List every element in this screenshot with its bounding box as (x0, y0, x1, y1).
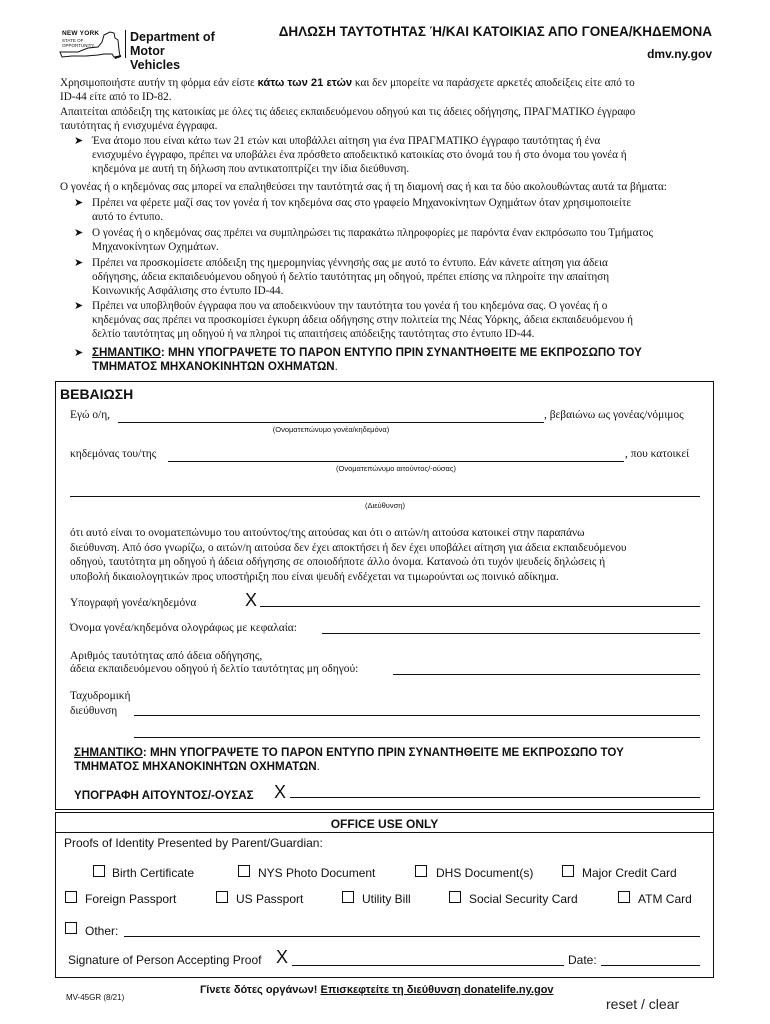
parent-signature-label: Υπογραφή γονέα/κηδεμόνα (70, 597, 197, 609)
b4-line-1: Πρέπει να προσκομίσετε απόδειξη της ημερομηνίας γέννησής σας με αυτό το έντυπο. Εάν κάνετε αίτηση για άδεια (92, 257, 608, 269)
important-label: ΣΗΜΑΝΤΙΚΟ (74, 746, 143, 759)
important-line-2: ΤΜΗΜΑΤΟΣ ΜΗΧΑΝΟΚΙΝΗΤΩΝ ΟΧΗΜΑΤΩΝ (92, 360, 335, 373)
instructions-paragraph-1 (60, 76, 720, 104)
important-line-1: : ΜΗΝ ΥΠΟΓΡΑΨΕΤΕ ΤΟ ΠΑΡΟΝ ΕΝΤΥΠΟ ΠΡΙΝ ΣΥΝΑΝΤΗΘΕΙΤΕ ΜΕ ΕΚΠΡΟΣΩΠΟ ΤΟΥ (160, 346, 642, 359)
reset-clear-button[interactable]: reset / clear (606, 996, 680, 1012)
checkbox-us-passport[interactable] (216, 891, 228, 903)
important-label: ΣΗΜΑΝΤΙΚΟ (92, 346, 161, 359)
p1-text-a: Χρησιμοποιήστε αυτήν τη φόρμα εάν είστε (60, 77, 258, 89)
bullet-4 (92, 256, 609, 298)
applicant-signature-field[interactable] (290, 797, 700, 798)
caption-applicant-name: (Ονοματεπώνυμο αιτούντος/-ούσας) (335, 464, 457, 473)
certification-statement (70, 526, 702, 584)
id-number-field[interactable] (393, 674, 700, 675)
bullet-icon: ➤ (74, 197, 84, 209)
ny-state-name: NEW YORK (62, 30, 100, 37)
sig-person-label: Signature of Person Accepting Proof (68, 953, 262, 967)
label-atm-card: ATM Card (638, 892, 692, 906)
print-name-field[interactable] (322, 633, 700, 634)
checkbox-nys-photo-document[interactable] (238, 865, 250, 877)
bullet-5 (92, 299, 633, 341)
p2-line-2: ταυτότητας ή ενισχυμένα έγγραφα. (60, 120, 218, 132)
bullet-icon: ➤ (74, 347, 84, 359)
b4-line-3: Κοινωνικής Ασφάλισης στο έντυπο ID-44. (92, 285, 284, 297)
checkbox-other[interactable] (65, 922, 77, 934)
date-field[interactable] (601, 965, 700, 966)
proofs-label: Proofs of Identity Presented by Parent/Guardian: (64, 836, 323, 850)
office-x-mark: X (276, 947, 289, 967)
b5-line-1: Πρέπει να υποβληθούν έγγραφα που να αποδεικνύουν την ταυτότητα του γονέα ή του κηδεμόνα σας. Ο γονέας ή ο (92, 300, 608, 312)
mailing-address-label-2: διεύθυνση (70, 705, 118, 717)
department-name: Department of Motor Vehicles (130, 30, 215, 72)
parent-name-field[interactable] (118, 422, 544, 423)
label-birth-certificate: Birth Certificate (112, 866, 195, 880)
checkbox-birth-certificate[interactable] (93, 865, 105, 877)
guardian-suffix: , που κατοικεί (625, 448, 690, 460)
applicant-x-mark: X (274, 782, 287, 802)
important-line-2: ΤΜΗΜΑΤΟΣ ΜΗΧΑΝΟΚΙΝΗΤΩΝ ΟΧΗΜΑΤΩΝ (74, 760, 317, 773)
p2-line-1: Απαιτείται απόδειξη της κατοικίας με όλες τις άδειες εκπαιδευόμενου οδηγού και τις άδειες οδήγησης, ΠΡΑΓΜΑΤΙΚΟ έγγραφο (60, 106, 636, 118)
website-link[interactable]: dmv.ny.gov (647, 47, 712, 61)
other-field[interactable] (124, 936, 700, 937)
instructions-paragraph-2 (60, 105, 720, 133)
stmt-line-3: οδηγού, ταυτότητα μη οδηγού ή άδεια οδήγησης σε οποιοδήποτε άλλο όνομα. Κατανοώ ότι τυχόν ψευδείς δηλώσεις ή (70, 556, 606, 568)
logo-divider (125, 30, 126, 58)
bullet-icon: ➤ (74, 227, 84, 239)
stmt-line-1: ότι αυτό είναι το ονοματεπώνυμο του αιτούντος/της αιτούσας και ότι ο αιτών/η αιτούσα κατοικεί στην παραπάνω (70, 527, 585, 539)
checkbox-utility-bill[interactable] (342, 891, 354, 903)
label-dhs-documents: DHS Document(s) (436, 866, 534, 880)
print-name-label: Όνομα γονέα/κηδεμόνα ολογράφως με κεφαλαία: (70, 622, 297, 634)
label-nys-photo-document: NYS Photo Document (258, 866, 376, 880)
guardian-prefix: κηδεμόνας του/της (70, 448, 157, 460)
parent-signature-field[interactable] (260, 606, 700, 607)
certification-title: ΒΕΒΑΙΩΣΗ (60, 386, 134, 402)
mailing-address-label-1: Ταχυδρομική (70, 690, 131, 702)
p1-bold-text: κάτω των 21 ετών (257, 77, 353, 89)
applicant-signature-label: ΥΠΟΓΡΑΦΗ ΑΙΤΟΥΝΤΟΣ/-ΟΥΣΑΣ (74, 789, 254, 802)
label-us-passport: US Passport (236, 892, 304, 906)
donate-life-notice (200, 984, 554, 996)
applicant-name-field[interactable] (168, 461, 624, 462)
form-title: ΔΗΛΩΣΗ ΤΑΥΤΟΤΗΤΑΣ Ή/ΚΑΙ ΚΑΤΟΙΚΙΑΣ ΑΠΟ ΓΟΝΕΑ/ΚΗΔΕΜΟΝΑ (278, 24, 712, 39)
bullet-icon: ➤ (74, 257, 84, 269)
i-prefix: Εγώ ο/η, (70, 409, 111, 421)
b3-line-1: Ο γονέας ή ο κηδεμόνας σας πρέπει να συμπληρώσει τις παρακάτω πληροφορίες με παρόντα έναν εκπρόσωπο του Τμήματος (92, 227, 653, 239)
label-utility-bill: Utility Bill (362, 892, 411, 906)
bullet-1 (92, 134, 627, 176)
mailing-address-field-1[interactable] (134, 715, 700, 716)
p1-text-b: και δεν μπορείτε να παράσχετε αρκετές αποδείξεις είτε από το (352, 77, 635, 89)
i-suffix: , βεβαιώνω ως γονέας/νόμιμος (544, 409, 684, 421)
b3-line-2: Μηχανοκίνητων Οχημάτων. (92, 241, 219, 253)
b2-line-1: Πρέπει να φέρετε μαζί σας τον γονέα ή τον κηδεμόνα σας στο γραφείο Μηχανοκίνητων Οχημάτων όταν χρησιμοποιείτε (92, 197, 632, 209)
b1-line-2: ενισχυμένο έγγραφο, πρέπει να υποβάλει ένα πρόσθετο αποδεικτικό κατοικίας στο όνομά του ή στο όνομα του γονέα ή (92, 149, 627, 161)
checkbox-major-credit-card[interactable] (562, 865, 574, 877)
bullet-icon: ➤ (74, 300, 84, 312)
checkbox-dhs-documents[interactable] (415, 865, 427, 877)
caption-parent-name: (Ονοματεπώνυμο γονέα/κηδεμόνα) (272, 425, 390, 434)
important-line-1: : ΜΗΝ ΥΠΟΓΡΑΨΕΤΕ ΤΟ ΠΑΡΟΝ ΕΝΤΥΠΟ ΠΡΙΝ ΣΥΝΑΝΤΗΘΕΙΤΕ ΜΕ ΕΚΠΡΟΣΩΠΟ ΤΟΥ (142, 746, 624, 759)
ny-state-tagline: STATE OF OPPORTUNITY. (62, 38, 96, 48)
office-use-title: OFFICE USE ONLY (330, 817, 439, 831)
period: . (316, 760, 320, 773)
b1-line-3: κηδεμόνα με αυτή τη δήλωση που αντικατοπτρίζει την ίδια διεύθυνση. (92, 163, 410, 175)
donate-link[interactable]: Επισκεφτείτε τη διεύθυνση donatelife.ny.gov (320, 984, 554, 996)
b4-line-2: οδήγησης, άδεια εκπαιδευόμενου οδηγού ή δελτίο ταυτότητας μη οδηγού, πρέπει επίσης να πληροίτε την απαίτηση (92, 271, 610, 283)
caption-address: (Διεύθυνση) (365, 501, 405, 510)
signature-x-mark: X (245, 590, 258, 610)
stmt-line-2: διεύθυνση. Από όσο γνωρίζω, ο αιτών/η αιτούσα δεν έχει αποκτήσει ή δεν έχει υποβάλει αίτηση για άδεια εκπαιδευόμενου (70, 541, 627, 554)
id-number-label-1: Αριθμός ταυτότητας από άδεια οδήγησης, (70, 650, 263, 662)
mailing-address-field-2[interactable] (134, 737, 700, 738)
checkbox-social-security-card[interactable] (449, 891, 461, 903)
id-number-label-2: άδεια εκπαιδευόμενου οδηγού ή δελτίο ταυτότητας μη οδηγού: (70, 663, 359, 675)
bullet-3 (92, 226, 653, 254)
bullet-icon: ➤ (74, 135, 84, 147)
b2-line-2: αυτό το έντυπο. (92, 211, 164, 223)
checkbox-foreign-passport[interactable] (65, 891, 77, 903)
b1-line-1: Ένα άτομο που είναι κάτω των 21 ετών και υποβάλλει αίτηση για ένα ΠΡΑΓΜΑΤΙΚΟ έγγραφο ταυτότητας ή ένα (92, 135, 601, 147)
label-social-security-card: Social Security Card (469, 892, 578, 906)
sig-person-field[interactable] (292, 965, 564, 966)
b5-line-3: δελτίο ταυτότητας μη οδηγού ή να πληροί τις απαιτήσεις απόδειξης ταυτότητας στο έντυπο ID-44. (92, 328, 535, 340)
bullet-2 (92, 196, 631, 224)
b5-line-2: κηδεμόνας σας πρέπει να προσκομίσει έγκυρη άδεια οδήγησης στην πολιτεία της Νέας Υόρκης, άδεια εκπαιδευόμενου ή (92, 314, 633, 326)
date-label: Date: (568, 953, 597, 967)
donate-text: Γίνετε δότες οργάνων! (200, 984, 321, 996)
form-code: MV-45GR (8/21) (66, 993, 125, 1002)
office-title-divider (55, 832, 714, 833)
important-notice-box (74, 746, 624, 774)
label-other: Other: (85, 924, 119, 938)
label-major-credit-card: Major Credit Card (582, 866, 677, 880)
stmt-line-4: υποβολή δικαιολογητικών προς υποστήριξη που είναι ψευδή ενδέχεται να τιμωρούνται ως ποινικό αδίκημα. (70, 570, 559, 583)
important-notice-top (92, 346, 642, 374)
address-field[interactable] (70, 496, 700, 497)
instructions-paragraph-3: Ο γονέας ή ο κηδεμόνας σας μπορεί να επαληθεύσει την ταυτότητά σας ή τη διαμονή σας ή και τα δύο ακολουθώντας αυτά τα βήματα: (60, 181, 667, 193)
nys-dmv-logo (58, 30, 218, 72)
checkbox-atm-card[interactable] (618, 891, 630, 903)
p1-line-2: ID-44 είτε από το ID-82. (60, 91, 172, 103)
label-foreign-passport: Foreign Passport (85, 892, 177, 906)
period: . (334, 360, 338, 373)
